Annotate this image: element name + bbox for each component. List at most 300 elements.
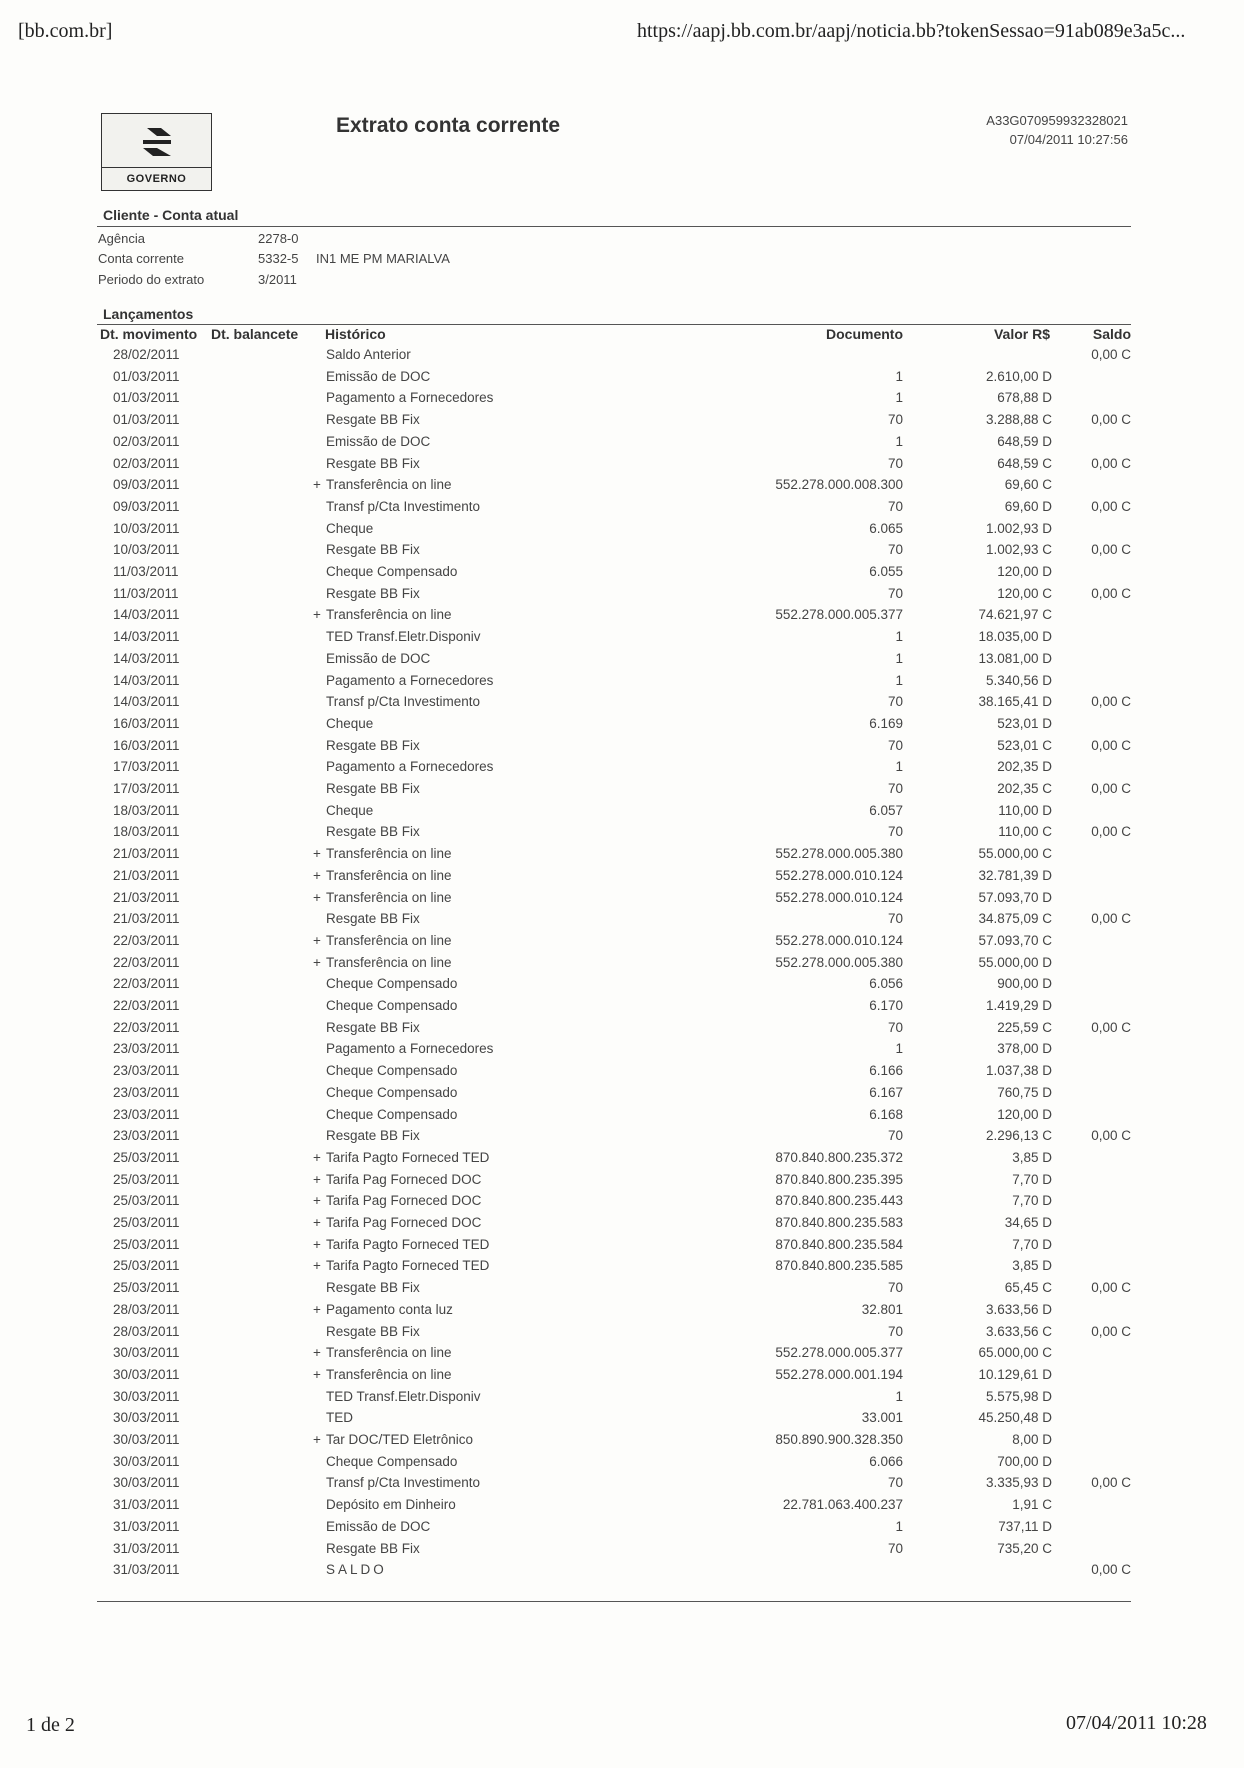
- table-row: [0, 369, 1244, 390]
- row-historico: Tarifa Pagto Forneced TED: [326, 1236, 490, 1252]
- row-documento: 870.840.800.235.584: [775, 1236, 903, 1252]
- row-date: 21/03/2011: [113, 889, 180, 905]
- table-row: [0, 1280, 1244, 1301]
- row-saldo: 0,00 C: [1091, 347, 1131, 362]
- row-valor: 648,59 D: [997, 433, 1052, 449]
- row-date: 23/03/2011: [113, 1128, 180, 1144]
- row-documento: 870.840.800.235.395: [775, 1171, 903, 1187]
- row-valor: 8,00 D: [1012, 1432, 1052, 1447]
- row-historico: Transf p/Cta Investimento: [326, 694, 481, 710]
- row-historico: Resgate BB Fix: [326, 824, 420, 840]
- row-historico: Pagamento a Fornecedores: [326, 1041, 494, 1057]
- row-documento: 1: [895, 368, 903, 384]
- row-documento: 70: [887, 542, 903, 558]
- row-valor: 7,70 D: [1012, 1236, 1052, 1252]
- row-valor: 1.002,93 D: [985, 520, 1052, 536]
- row-date: 17/03/2011: [113, 781, 180, 796]
- row-valor: 648,59 C: [997, 455, 1052, 471]
- table-row: [0, 890, 1244, 911]
- row-date: 02/03/2011: [113, 433, 180, 449]
- row-documento: 1: [895, 1041, 903, 1057]
- row-date: 30/03/2011: [113, 1388, 180, 1404]
- table-row: [0, 1324, 1244, 1345]
- row-date: 22/03/2011: [113, 976, 180, 992]
- table-row: [0, 390, 1244, 411]
- table-row: [0, 803, 1244, 824]
- row-valor: 202,35 C: [997, 781, 1052, 796]
- table-row: [0, 412, 1244, 433]
- row-historico: Resgate BB Fix: [326, 911, 420, 927]
- row-date: 01/03/2011: [113, 390, 180, 406]
- row-date: 18/03/2011: [113, 824, 180, 840]
- row-documento: 552.278.000.005.380: [775, 846, 903, 862]
- row-valor: 32.781,39 D: [978, 867, 1052, 883]
- bb-logo-icon: [102, 122, 211, 171]
- page-title: Extrato conta corrente: [336, 114, 561, 137]
- row-documento: 850.890.900.328.350: [775, 1432, 903, 1447]
- row-valor: 678,88 D: [997, 390, 1052, 406]
- row-plus-marker: +: [313, 954, 321, 970]
- row-historico: Emissão de DOC: [326, 650, 431, 666]
- row-documento: 870.840.800.235.583: [775, 1215, 903, 1230]
- row-date: 25/03/2011: [113, 1215, 180, 1230]
- table-row: [0, 781, 1244, 802]
- table-row: [0, 1519, 1244, 1540]
- browser-url: https://aapj.bb.com.br/aapj/noticia.bb?tokenSessao=91ab089e3a5c...: [637, 20, 1186, 42]
- row-valor: 38.165,41 D: [978, 694, 1052, 710]
- row-valor: 120,00 D: [997, 564, 1052, 579]
- periodo-label: Periodo do extrato: [98, 272, 205, 287]
- row-date: 14/03/2011: [113, 694, 180, 710]
- row-historico: Resgate BB Fix: [326, 1323, 420, 1339]
- row-date: 31/03/2011: [113, 1497, 180, 1513]
- row-plus-marker: +: [313, 1236, 321, 1252]
- row-historico: Emissão de DOC: [326, 433, 431, 449]
- row-historico: Resgate BB Fix: [326, 1540, 420, 1556]
- row-historico: Cheque Compensado: [326, 1063, 458, 1079]
- row-historico: Emissão de DOC: [326, 1518, 431, 1534]
- row-historico: Transferência on line: [326, 889, 452, 905]
- table-row: [0, 1172, 1244, 1193]
- row-valor: 5.340,56 D: [985, 672, 1052, 688]
- print-timestamp: 07/04/2011 10:28: [1066, 1712, 1207, 1734]
- row-documento: 70: [887, 824, 903, 840]
- row-valor: 120,00 C: [997, 585, 1052, 601]
- row-documento: 70: [887, 737, 903, 753]
- row-documento: 552.278.000.010.124: [775, 932, 903, 948]
- table-row: [0, 434, 1244, 455]
- col-saldo: Saldo: [1092, 326, 1131, 342]
- row-valor: 34,65 D: [1004, 1215, 1052, 1230]
- table-row: [0, 1085, 1244, 1106]
- row-historico: Cheque Compensado: [326, 1106, 458, 1122]
- row-valor: 34.875,09 C: [978, 911, 1052, 927]
- row-date: 09/03/2011: [113, 498, 180, 514]
- row-historico: Tarifa Pag Forneced DOC: [326, 1171, 482, 1187]
- table-row: [0, 521, 1244, 542]
- row-plus-marker: +: [313, 1366, 321, 1382]
- row-saldo: 0,00 C: [1091, 781, 1131, 796]
- row-valor: 2.610,00 D: [985, 368, 1052, 384]
- table-row: [0, 499, 1244, 520]
- row-date: 14/03/2011: [113, 607, 180, 623]
- row-plus-marker: +: [313, 607, 321, 623]
- row-valor: 69,60 C: [1004, 477, 1052, 493]
- row-documento: 6.170: [869, 998, 903, 1013]
- row-valor: 3.335,93 D: [985, 1475, 1052, 1491]
- row-documento: 70: [887, 498, 903, 514]
- row-documento: 1: [895, 650, 903, 666]
- table-row: [0, 1063, 1244, 1084]
- row-date: 30/03/2011: [113, 1410, 180, 1426]
- row-historico: Cheque: [326, 715, 374, 731]
- row-date: 30/03/2011: [113, 1453, 180, 1469]
- row-documento: 6.055: [869, 564, 903, 579]
- row-documento: 6.056: [869, 976, 903, 992]
- table-row: [0, 564, 1244, 585]
- row-valor: 13.081,00 D: [978, 650, 1052, 666]
- row-documento: 1: [895, 1518, 903, 1534]
- row-date: 11/03/2011: [113, 585, 179, 601]
- row-historico: Transferência on line: [326, 477, 452, 493]
- row-date: 11/03/2011: [113, 564, 179, 579]
- row-saldo: 0,00 C: [1091, 585, 1131, 601]
- table-row: [0, 629, 1244, 650]
- row-historico: Resgate BB Fix: [326, 737, 420, 753]
- row-historico: Tarifa Pagto Forneced TED: [326, 1149, 490, 1165]
- table-row: [0, 1410, 1244, 1431]
- row-valor: 55.000,00 D: [978, 954, 1052, 970]
- row-valor: 18.035,00 D: [978, 629, 1052, 645]
- row-historico: Resgate BB Fix: [326, 1128, 420, 1144]
- table-row: [0, 477, 1244, 498]
- row-valor: 1.037,38 D: [985, 1063, 1052, 1079]
- row-documento: 70: [887, 585, 903, 601]
- row-historico: Pagamento a Fornecedores: [326, 672, 494, 688]
- table-row: [0, 1454, 1244, 1475]
- row-date: 14/03/2011: [113, 650, 180, 666]
- row-date: 25/03/2011: [113, 1171, 180, 1187]
- table-row: [0, 759, 1244, 780]
- browser-title: [bb.com.br]: [18, 20, 113, 42]
- col-valor: Valor R$: [993, 326, 1050, 342]
- row-valor: 225,59 C: [997, 1019, 1052, 1035]
- row-historico: Transferência on line: [326, 1345, 452, 1361]
- row-documento: 552.278.000.005.380: [775, 954, 903, 970]
- row-valor: 737,11 D: [998, 1518, 1052, 1534]
- table-row: [0, 1237, 1244, 1258]
- row-historico: Transferência on line: [326, 607, 452, 623]
- divider: [97, 226, 1131, 227]
- row-saldo: 0,00 C: [1091, 542, 1131, 558]
- row-documento: 70: [887, 1128, 903, 1144]
- row-documento: 552.278.000.005.377: [775, 607, 903, 623]
- table-row: [0, 673, 1244, 694]
- row-historico: Tarifa Pag Forneced DOC: [326, 1215, 482, 1230]
- row-historico: Cheque Compensado: [326, 976, 458, 992]
- row-documento: 70: [887, 781, 903, 796]
- table-row: [0, 824, 1244, 845]
- table-row: [0, 1497, 1244, 1518]
- row-historico: Cheque Compensado: [326, 1453, 458, 1469]
- row-historico: TED Transf.Eletr.Disponiv: [326, 1388, 481, 1404]
- table-row: [0, 846, 1244, 867]
- row-documento: 1: [895, 1388, 903, 1404]
- row-historico: Cheque Compensado: [326, 998, 458, 1013]
- row-documento: 6.169: [869, 715, 903, 731]
- table-row: [0, 607, 1244, 628]
- row-documento: 552.278.000.010.124: [775, 867, 903, 883]
- table-row: [0, 911, 1244, 932]
- row-valor: 3.288,88 C: [985, 412, 1052, 428]
- row-historico: Cheque: [326, 802, 374, 818]
- row-historico: Transferência on line: [326, 846, 452, 862]
- row-documento: 6.166: [869, 1063, 903, 1079]
- row-saldo: 0,00 C: [1091, 824, 1131, 840]
- row-saldo: 0,00 C: [1091, 1280, 1131, 1296]
- row-historico: Pagamento conta luz: [326, 1301, 453, 1317]
- col-dt-movimento: Dt. movimento: [100, 326, 198, 342]
- row-historico: Saldo Anterior: [326, 347, 411, 362]
- col-historico: Histórico: [325, 326, 386, 342]
- page-number: 1 de 2: [26, 1714, 75, 1736]
- row-historico: Transf p/Cta Investimento: [326, 498, 481, 514]
- row-historico: Resgate BB Fix: [326, 455, 420, 471]
- row-historico: Resgate BB Fix: [326, 412, 420, 428]
- lancamentos-section-title: Lançamentos: [103, 306, 194, 322]
- table-row: [0, 1128, 1244, 1149]
- table-row: [0, 933, 1244, 954]
- row-date: 01/03/2011: [113, 368, 180, 384]
- row-valor: 120,00 D: [997, 1106, 1052, 1122]
- table-row: [0, 1541, 1244, 1562]
- row-valor: 45.250,48 D: [978, 1410, 1052, 1426]
- row-historico: Tarifa Pag Forneced DOC: [326, 1193, 482, 1209]
- row-date: 01/03/2011: [113, 412, 180, 428]
- row-documento: 6.167: [869, 1084, 903, 1100]
- row-historico: Resgate BB Fix: [326, 542, 420, 558]
- row-saldo: 0,00 C: [1091, 498, 1131, 514]
- row-saldo: 0,00 C: [1091, 1019, 1131, 1035]
- row-saldo: 0,00 C: [1091, 412, 1131, 428]
- row-date: 31/03/2011: [113, 1562, 180, 1578]
- row-historico: Transferência on line: [326, 1366, 452, 1382]
- row-valor: 57.093,70 C: [978, 932, 1052, 948]
- table-row: [0, 1041, 1244, 1062]
- row-documento: 1: [895, 759, 903, 775]
- row-historico: TED: [326, 1410, 353, 1426]
- document-code: A33G070959932328021: [986, 113, 1128, 128]
- divider: [97, 324, 1131, 325]
- row-date: 14/03/2011: [113, 672, 180, 688]
- table-row: [0, 955, 1244, 976]
- conta-label: Conta corrente: [98, 251, 184, 266]
- row-historico: Tar DOC/TED Eletrônico: [326, 1432, 474, 1447]
- row-historico: Resgate BB Fix: [326, 1019, 420, 1035]
- row-documento: 1: [895, 390, 903, 406]
- row-documento: 32.801: [861, 1301, 903, 1317]
- row-valor: 7,70 D: [1012, 1193, 1052, 1209]
- table-row: [0, 542, 1244, 563]
- col-dt-balancete: Dt. balancete: [211, 326, 299, 342]
- row-documento: 70: [887, 1475, 903, 1491]
- row-valor: 523,01 C: [997, 737, 1052, 753]
- row-historico: Depósito em Dinheiro: [326, 1497, 456, 1513]
- row-documento: 552.278.000.010.124: [775, 889, 903, 905]
- row-valor: 760,75 D: [997, 1084, 1052, 1100]
- row-date: 10/03/2011: [113, 520, 180, 536]
- table-row: [0, 1562, 1244, 1583]
- row-valor: 735,20 C: [997, 1540, 1052, 1556]
- row-date: 09/03/2011: [113, 477, 180, 493]
- row-plus-marker: +: [313, 1345, 321, 1361]
- row-historico: SALDO: [326, 1562, 387, 1578]
- row-valor: 110,00 C: [998, 824, 1052, 840]
- row-documento: 1: [895, 433, 903, 449]
- row-valor: 3.633,56 C: [985, 1323, 1052, 1339]
- row-historico: Resgate BB Fix: [326, 781, 420, 796]
- row-documento: 870.840.800.235.585: [775, 1258, 903, 1274]
- table-row: [0, 1258, 1244, 1279]
- row-valor: 523,01 D: [997, 715, 1052, 731]
- row-date: 28/03/2011: [113, 1301, 180, 1317]
- row-date: 25/03/2011: [113, 1236, 180, 1252]
- row-valor: 900,00 D: [997, 976, 1052, 992]
- row-valor: 7,70 D: [1012, 1171, 1052, 1187]
- row-plus-marker: +: [313, 889, 321, 905]
- row-valor: 2.296,13 C: [985, 1128, 1052, 1144]
- row-date: 25/03/2011: [113, 1193, 180, 1209]
- row-valor: 202,35 D: [997, 759, 1052, 775]
- row-date: 17/03/2011: [113, 759, 180, 775]
- row-plus-marker: +: [313, 1193, 321, 1209]
- row-historico: Pagamento a Fornecedores: [326, 390, 494, 406]
- row-valor: 65,45 C: [1004, 1280, 1052, 1296]
- client-section-title: Cliente - Conta atual: [103, 207, 239, 223]
- row-documento: 1: [895, 672, 903, 688]
- conta-name: IN1 ME PM MARIALVA: [316, 251, 450, 266]
- row-date: 21/03/2011: [113, 846, 180, 862]
- row-plus-marker: +: [313, 1149, 321, 1165]
- table-row: [0, 694, 1244, 715]
- row-documento: 6.168: [869, 1106, 903, 1122]
- row-plus-marker: +: [313, 1301, 321, 1317]
- row-valor: 69,60 D: [1004, 498, 1052, 514]
- row-valor: 74.621,97 C: [978, 607, 1052, 623]
- table-row: [0, 651, 1244, 672]
- row-valor: 57.093,70 D: [978, 889, 1052, 905]
- logo-caption: GOVERNO: [102, 167, 211, 190]
- row-date: 02/03/2011: [113, 455, 180, 471]
- agencia-label: Agência: [98, 231, 145, 246]
- row-date: 23/03/2011: [113, 1041, 180, 1057]
- row-date: 16/03/2011: [113, 737, 180, 753]
- table-row: [0, 1367, 1244, 1388]
- row-date: 23/03/2011: [113, 1106, 180, 1122]
- row-documento: 70: [887, 694, 903, 710]
- table-row: [0, 586, 1244, 607]
- row-date: 30/03/2011: [113, 1366, 180, 1382]
- row-historico: TED Transf.Eletr.Disponiv: [326, 629, 481, 645]
- row-valor: 1.002,93 C: [985, 542, 1052, 558]
- table-row: [0, 1302, 1244, 1323]
- row-plus-marker: +: [313, 1258, 321, 1274]
- table-row: [0, 1150, 1244, 1171]
- divider: [97, 1601, 1131, 1602]
- table-row: [0, 1193, 1244, 1214]
- table-row: [0, 738, 1244, 759]
- row-valor: 10.129,61 D: [978, 1366, 1052, 1382]
- row-historico: Resgate BB Fix: [326, 1280, 420, 1296]
- row-documento: 70: [887, 1540, 903, 1556]
- table-row: [0, 456, 1244, 477]
- row-documento: 70: [887, 1323, 903, 1339]
- row-plus-marker: +: [313, 932, 321, 948]
- row-historico: Transferência on line: [326, 932, 452, 948]
- row-historico: Cheque: [326, 520, 374, 536]
- row-historico: Resgate BB Fix: [326, 585, 420, 601]
- row-date: 30/03/2011: [113, 1475, 180, 1491]
- row-date: 14/03/2011: [113, 629, 180, 645]
- document-datetime: 07/04/2011 10:27:56: [1009, 132, 1128, 147]
- row-date: 22/03/2011: [113, 932, 180, 948]
- row-valor: 3.633,56 D: [985, 1301, 1052, 1317]
- row-date: 25/03/2011: [113, 1280, 180, 1296]
- row-date: 28/03/2011: [113, 1323, 180, 1339]
- row-documento: 33.001: [861, 1410, 903, 1426]
- row-valor: 110,00 D: [998, 802, 1052, 818]
- col-documento: Documento: [826, 326, 903, 342]
- row-documento: 70: [887, 412, 903, 428]
- row-documento: 552.278.000.001.194: [775, 1366, 903, 1382]
- row-date: 21/03/2011: [113, 867, 180, 883]
- row-date: 28/02/2011: [113, 347, 180, 362]
- row-documento: 870.840.800.235.443: [775, 1193, 903, 1209]
- row-date: 21/03/2011: [113, 911, 180, 927]
- row-date: 18/03/2011: [113, 802, 180, 818]
- row-date: 22/03/2011: [113, 998, 180, 1013]
- row-plus-marker: +: [313, 1215, 321, 1230]
- row-saldo: 0,00 C: [1091, 1475, 1131, 1491]
- row-historico: Transferência on line: [326, 867, 452, 883]
- agencia-value: 2278-0: [258, 231, 299, 246]
- row-documento: 70: [887, 455, 903, 471]
- row-date: 25/03/2011: [113, 1258, 180, 1274]
- table-row: [0, 347, 1244, 368]
- row-saldo: 0,00 C: [1091, 694, 1131, 710]
- row-documento: 6.065: [869, 520, 903, 536]
- row-date: 30/03/2011: [113, 1345, 180, 1361]
- row-plus-marker: +: [313, 867, 321, 883]
- table-row: [0, 1389, 1244, 1410]
- row-documento: 552.278.000.005.377: [775, 1345, 903, 1361]
- row-date: 10/03/2011: [113, 542, 180, 558]
- row-saldo: 0,00 C: [1091, 911, 1131, 927]
- table-row: [0, 1020, 1244, 1041]
- row-documento: 70: [887, 1019, 903, 1035]
- row-saldo: 0,00 C: [1091, 737, 1131, 753]
- row-valor: 3,85 D: [1012, 1258, 1052, 1274]
- row-plus-marker: +: [313, 846, 321, 862]
- bank-logo: [101, 113, 212, 191]
- row-documento: 870.840.800.235.372: [775, 1149, 903, 1165]
- row-historico: Cheque Compensado: [326, 564, 458, 579]
- conta-value: 5332-5: [258, 251, 299, 266]
- row-date: 22/03/2011: [113, 1019, 180, 1035]
- row-documento: 6.057: [869, 802, 903, 818]
- table-row: [0, 998, 1244, 1019]
- row-saldo: 0,00 C: [1091, 1323, 1131, 1339]
